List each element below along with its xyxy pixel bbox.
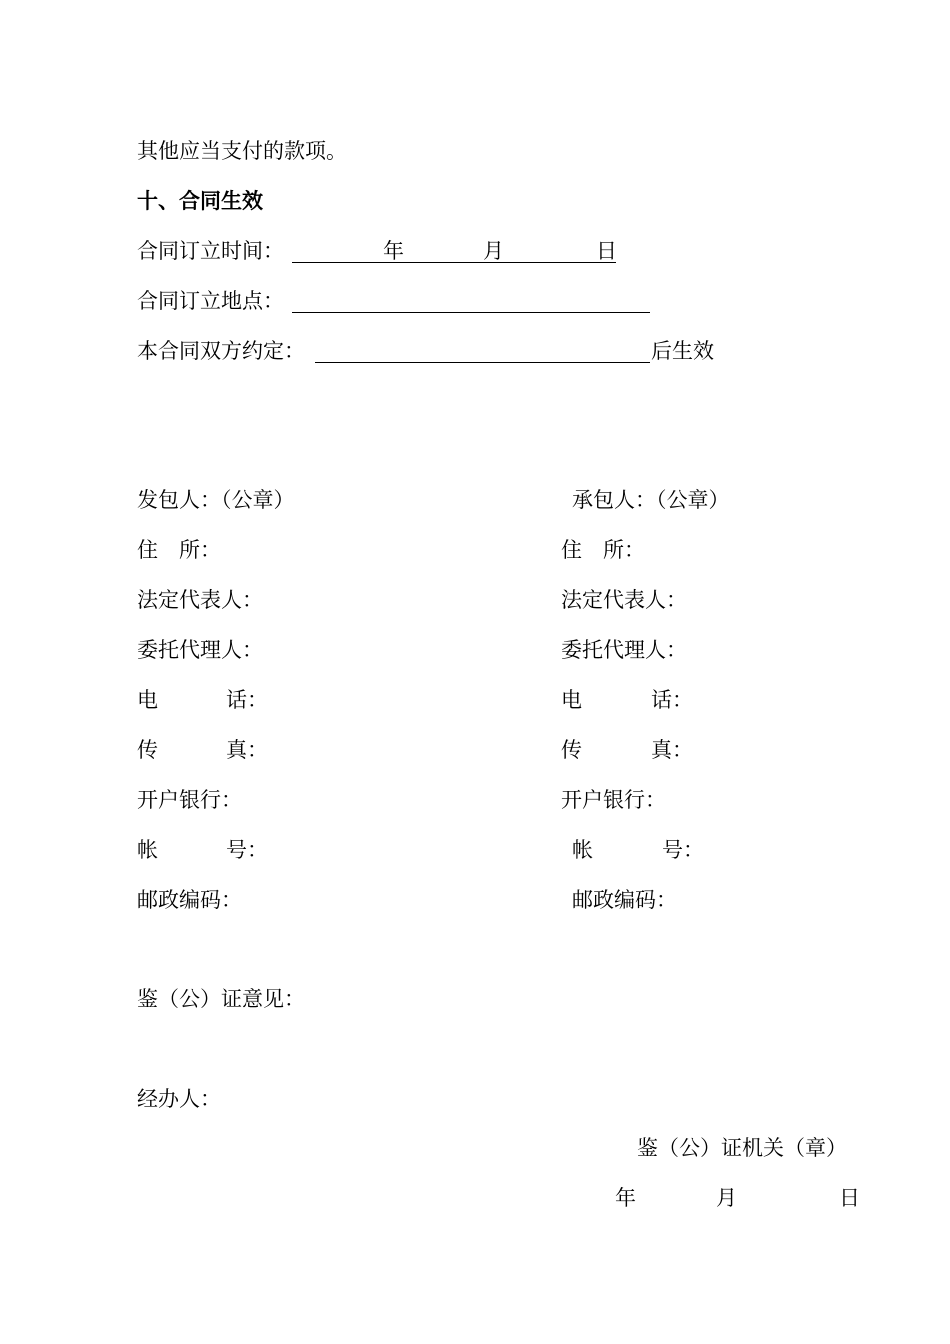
contractor-postcode: 邮政编码： xyxy=(572,888,677,912)
section-heading: 十、合同生效 xyxy=(137,188,263,213)
sign-place-field[interactable] xyxy=(292,288,650,313)
contractor-address: 住 所： xyxy=(561,538,645,562)
employer-address: 住 所： xyxy=(137,538,221,562)
contractor-fax-a: 传 xyxy=(561,738,582,762)
contractor-agent: 委托代理人： xyxy=(561,638,687,662)
contractor-phone-b: 话： xyxy=(651,688,693,712)
notary-year: 年 xyxy=(615,1186,636,1210)
employer-postcode: 邮政编码： xyxy=(137,888,242,912)
employer-legal-rep: 法定代表人： xyxy=(137,588,263,612)
employer-account-a: 帐 xyxy=(137,838,158,862)
contractor-bank: 开户银行： xyxy=(561,788,666,812)
intro-line: 其他应当支付的款项。 xyxy=(137,139,347,163)
employer-phone-b: 话： xyxy=(226,688,268,712)
notary-opinion-label: 鉴（公）证意见： xyxy=(137,987,305,1011)
employer-fax-a: 传 xyxy=(137,738,158,762)
sign-time-field[interactable] xyxy=(292,238,616,263)
sign-time-year: 年 xyxy=(383,239,404,263)
contractor-account-b: 号： xyxy=(662,838,704,862)
contractor-title: 承包人：（公章） xyxy=(572,488,730,512)
contractor-legal-rep: 法定代表人： xyxy=(561,588,687,612)
notary-handler-label: 经办人： xyxy=(137,1087,221,1111)
contractor-phone-a: 电 xyxy=(561,688,582,712)
agreement-field[interactable] xyxy=(315,338,650,363)
notary-month: 月 xyxy=(716,1186,737,1210)
sign-time-day: 日 xyxy=(596,239,617,263)
employer-agent: 委托代理人： xyxy=(137,638,263,662)
employer-phone-a: 电 xyxy=(137,688,158,712)
employer-title: 发包人：（公章） xyxy=(137,488,295,512)
employer-fax-b: 真： xyxy=(226,738,268,762)
agreement-suffix: 后生效 xyxy=(651,339,714,363)
contractor-account-a: 帐 xyxy=(572,838,593,862)
employer-account-b: 号： xyxy=(226,838,268,862)
sign-time-month: 月 xyxy=(483,239,504,263)
notary-authority-label: 鉴（公）证机关（章） xyxy=(637,1136,847,1160)
agreement-label: 本合同双方约定： xyxy=(137,339,305,363)
contractor-fax-b: 真： xyxy=(651,738,693,762)
employer-bank: 开户银行： xyxy=(137,788,242,812)
sign-place-label: 合同订立地点： xyxy=(137,289,284,313)
sign-time-label: 合同订立时间： xyxy=(137,239,284,263)
notary-day: 日 xyxy=(839,1186,860,1210)
